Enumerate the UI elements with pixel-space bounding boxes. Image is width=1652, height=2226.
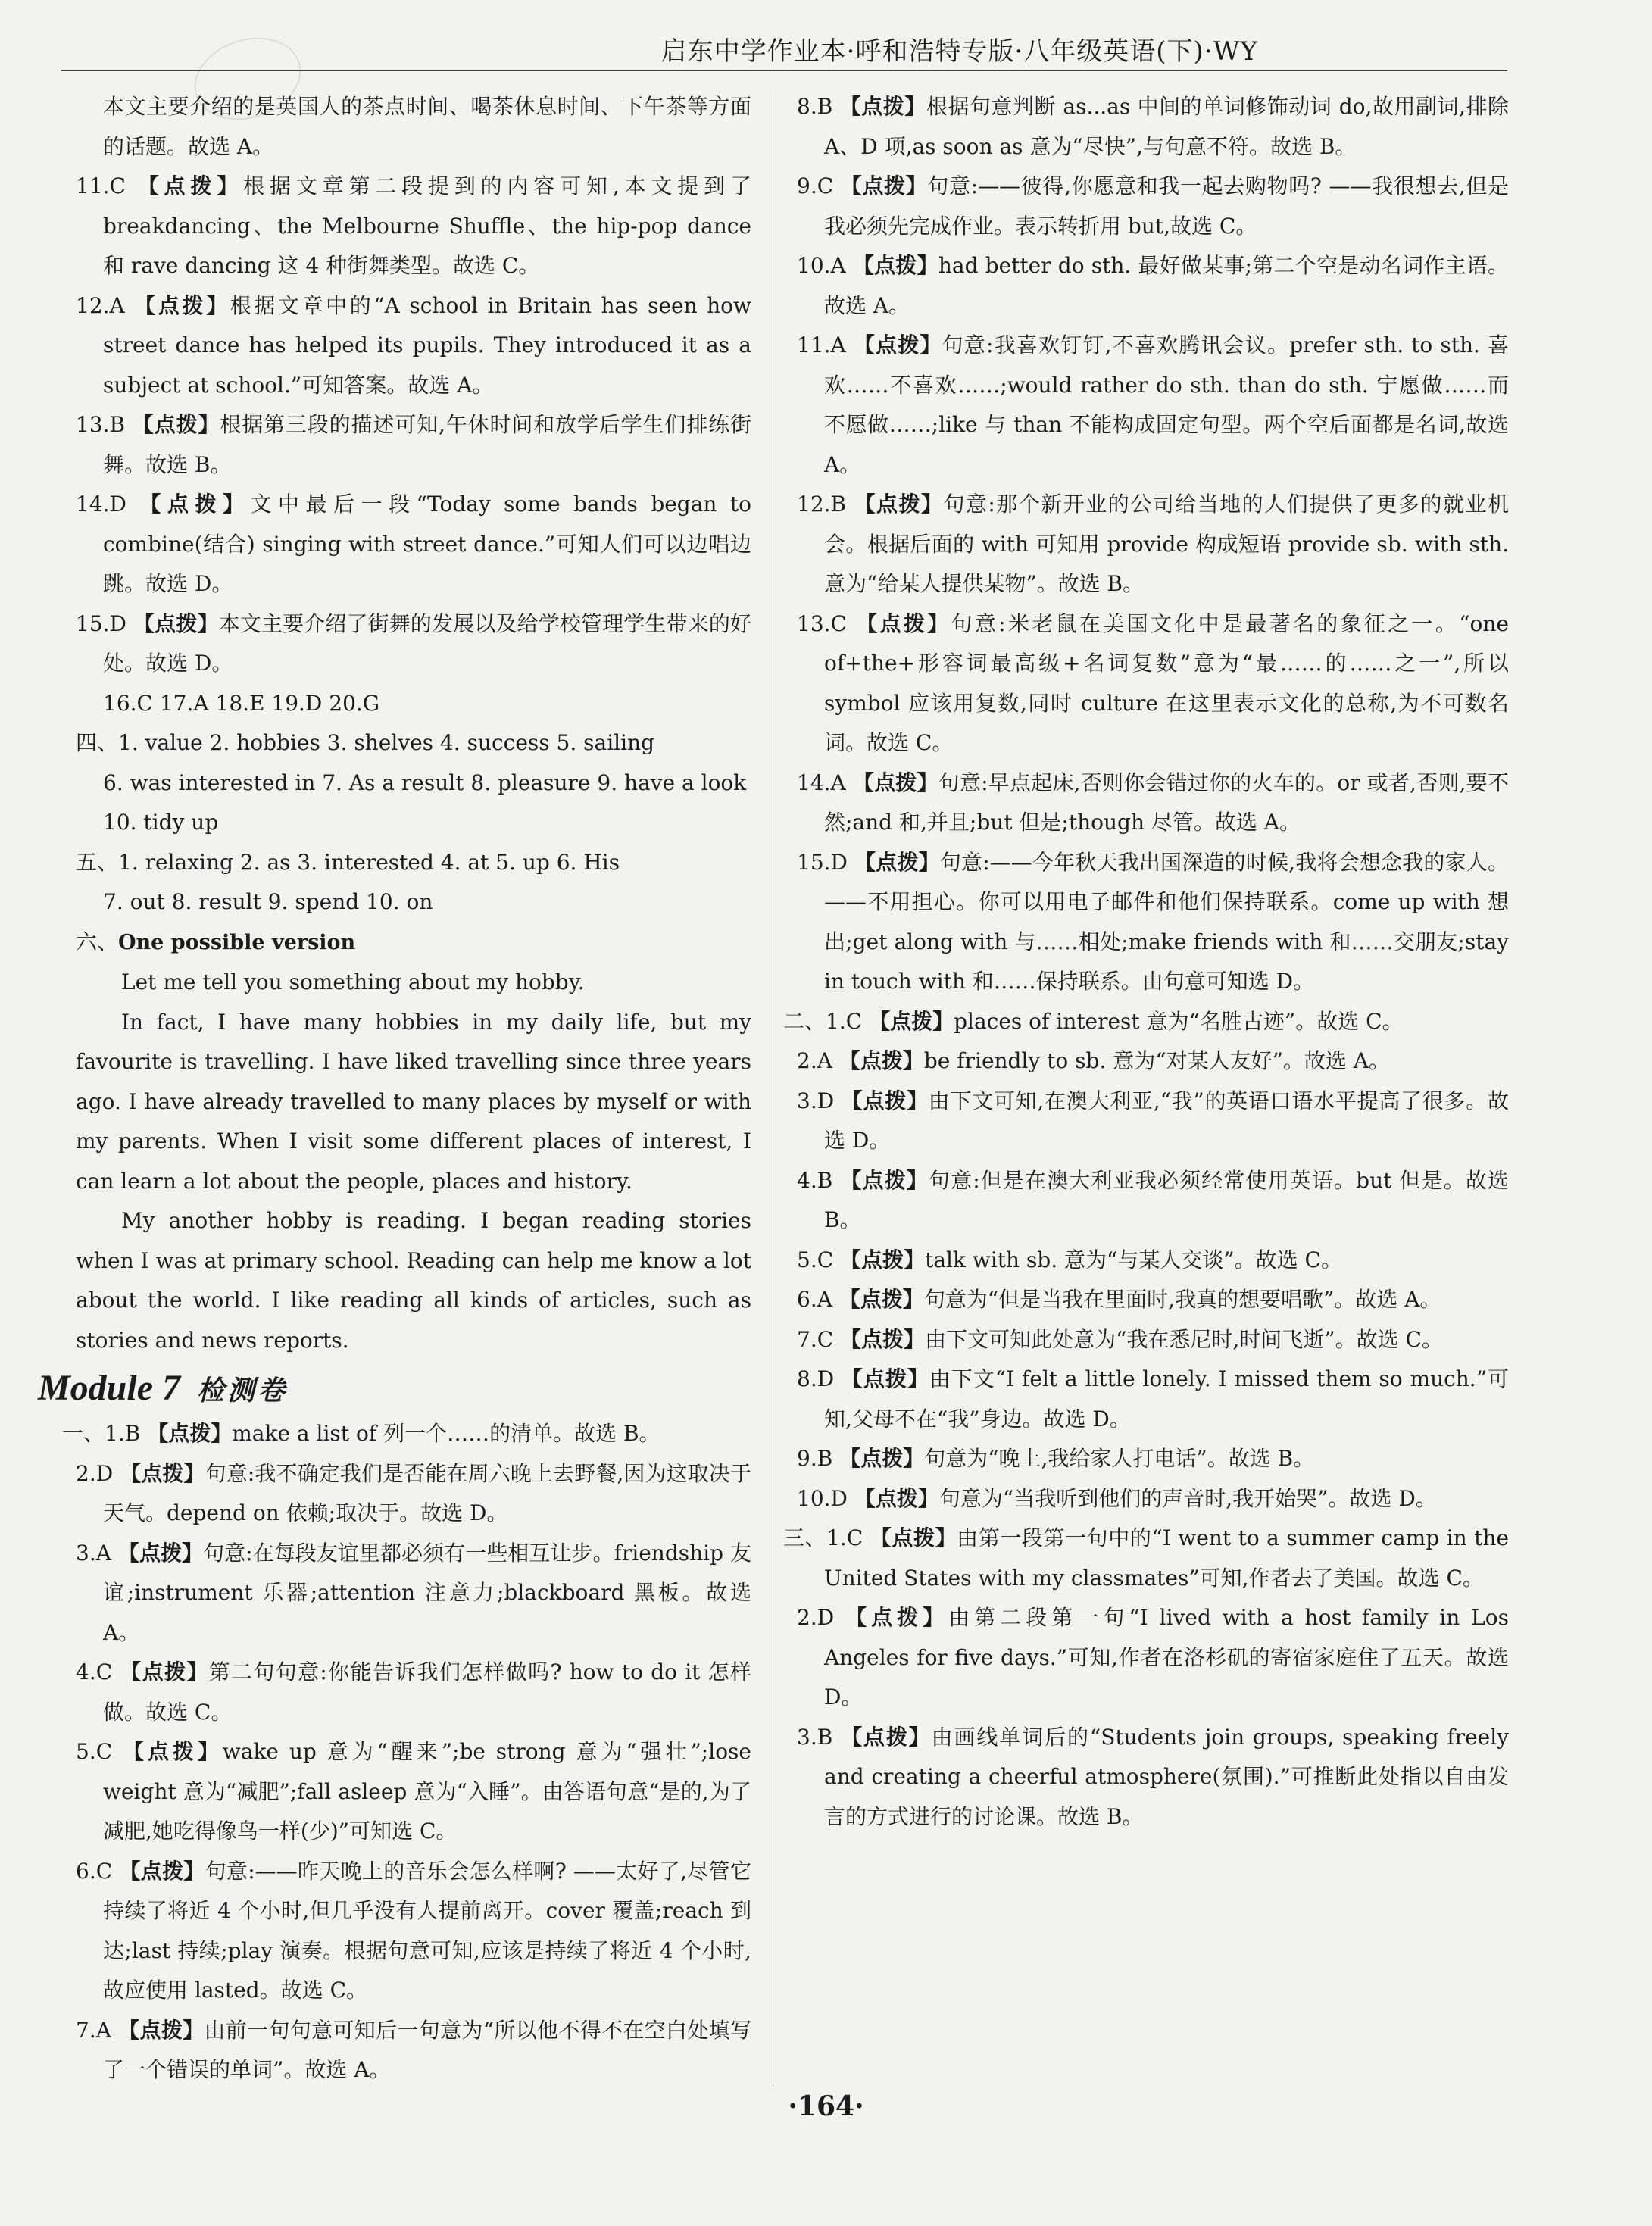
answers-16-20: 16.C 17.A 18.E 19.D 20.G xyxy=(103,690,380,716)
answer-item xyxy=(797,1718,1509,1837)
answer-item xyxy=(797,1082,1509,1161)
answer-number: 13.B xyxy=(76,412,126,437)
answer-number: 1.C xyxy=(826,1525,863,1550)
answer-number: 6.C xyxy=(76,1858,113,1884)
answer-item xyxy=(76,1732,751,1852)
answer-item xyxy=(76,485,751,604)
section-6-label: 六、 xyxy=(76,929,119,954)
answer-item xyxy=(797,1041,1509,1082)
answer-item xyxy=(76,1653,751,1732)
answer-explanation: wake up 意为“醒来”;be strong 意为“强壮”;lose weight 意为“减肥”;fall asleep 意为“入睡”。由答语句意“是的,为了减肥,她吃得像鸟一样(少)”可知选 C。 xyxy=(103,1739,751,1844)
answer-number: 15.D xyxy=(76,610,126,636)
tip-label: 【点拨】 xyxy=(117,1540,204,1566)
page-header: 启东中学作业本·呼和浩特专版·八年级英语(下)·WY xyxy=(660,36,1258,67)
tip-label: 【点拨】 xyxy=(856,610,951,636)
answer-explanation: 句意:早点起床,否则你会错过你的火车的。or 或者,否则,要不然;and 和,并且;but 但是;though 尽管。故选 A。 xyxy=(824,770,1509,835)
section-4-line xyxy=(76,723,751,763)
right-column xyxy=(783,87,1509,1837)
left-column xyxy=(38,87,751,2090)
answer-number: 10.D xyxy=(797,1485,848,1511)
section-label: 一、 xyxy=(62,1421,105,1446)
answer-number: 3.D xyxy=(797,1088,835,1113)
answer-number: 1.C xyxy=(826,1008,863,1034)
section-label: 二、 xyxy=(783,1008,826,1034)
answer-item xyxy=(76,1852,751,2011)
answer-explanation: 由第二段第一句“I lived with a host family in Los Angeles for five days.”可知,作者在洛杉矶的寄宿家庭住了五天。故选 D。 xyxy=(824,1605,1509,1709)
tip-label: 【点拨】 xyxy=(118,2017,205,2043)
tip-label: 【点拨】 xyxy=(139,492,251,517)
section-5-label: 五、 xyxy=(76,849,119,875)
answer-item xyxy=(76,1534,751,1653)
answer-explanation: 句意:在每段友谊里都必须有一些相互让步。friendship 友谊;instrument 乐器;attention 注意力;blackboard 黑板。故选 A。 xyxy=(103,1540,751,1645)
answer-item xyxy=(797,763,1509,843)
answer-item xyxy=(76,405,751,485)
answer-number: 2.A xyxy=(797,1048,832,1073)
section-6-line xyxy=(76,923,751,963)
answer-number: 9.B xyxy=(797,1446,833,1471)
tip-label: 【点拨】 xyxy=(839,1446,925,1471)
section-5-answers-1: 1. relaxing 2. as 3. interested 4. at 5. up 6. His xyxy=(118,849,620,875)
answer-number: 3.A xyxy=(76,1540,111,1566)
module-heading xyxy=(38,1365,751,1414)
answer-item xyxy=(797,246,1509,326)
answer-number: 14.A xyxy=(797,770,846,795)
header-rule xyxy=(61,70,1507,71)
answer-explanation: 句意为“晚上,我给家人打电话”。故选 B。 xyxy=(924,1446,1315,1471)
answer-item xyxy=(76,604,751,684)
answer-item xyxy=(783,1519,1509,1598)
tip-label: 【点拨】 xyxy=(845,1605,949,1630)
tip-label: 【点拨】 xyxy=(852,770,938,795)
answer-explanation: make a list of 列一个……的清单。故选 B。 xyxy=(232,1421,660,1446)
answer-explanation: 句意:米老鼠在美国文化中是最著名的象征之一。“one of+the+形容词最高级+名词复数”意为“最……的……之一”,所以 symbol 应该用复数,同时 culture 在这里表示文化的总称,为不可数名词。故选 C。 xyxy=(824,610,1509,755)
answer-explanation: 根据句意判断 as...as 中间的单词修饰动词 do,故用副词,排除 A、D 项,as soon as 意为“尽快”,与句意不符。故选 B。 xyxy=(824,94,1509,159)
answer-number: 8.B xyxy=(797,94,833,119)
answer-item xyxy=(76,2011,751,2090)
answer-explanation: places of interest 意为“名胜古迹”。故选 C。 xyxy=(954,1008,1404,1034)
tip-label: 【点拨】 xyxy=(869,1008,954,1034)
answer-item xyxy=(797,843,1509,1002)
tip-label: 【点拨】 xyxy=(853,332,942,357)
answer-item xyxy=(797,485,1509,604)
answer-explanation: 由画线单词后的“Students join groups, speaking freely and creating a cheerful atmosphere(氛围).”可推断此处指以自由发言的方式进行的讨论课。故选 B。 xyxy=(824,1724,1509,1829)
tip-label: 【点拨】 xyxy=(841,1724,932,1750)
tip-label: 【点拨】 xyxy=(133,610,219,636)
answer-number: 12.A xyxy=(76,292,125,318)
section-label: 三、 xyxy=(783,1525,827,1550)
tip-label: 【点拨】 xyxy=(839,94,926,119)
essay-paragraph: My another hobby is reading. I began reading stories when I was at primary school. Reading can help me know a lot about the world. I like reading all kinds of articles, such as stories and news reports. xyxy=(76,1208,751,1353)
section-4-label: 四、 xyxy=(76,730,119,755)
answer-explanation: 句意:——今年秋天我出国深造的时候,我将会想念我的家人。——不用担心。你可以用电子邮件和他们保持联系。come up with 想出;get along with 与……相处;make friends with 和……交朋友;stay in touch with 和……保持联系。由句意可知选 D。 xyxy=(824,849,1509,994)
tip-label: 【点拨】 xyxy=(840,1247,926,1272)
answer-list-module7 xyxy=(62,1414,751,2090)
answer-number: 2.D xyxy=(76,1460,114,1486)
answer-list-reading xyxy=(76,167,751,684)
answer-number: 7.C xyxy=(797,1326,834,1352)
tip-label: 【点拨】 xyxy=(842,1366,929,1391)
answer-explanation: 由第一段第一句中的“I went to a summer camp in the United States with my classmates”可知,作者去了美国。故选 C。 xyxy=(824,1525,1509,1591)
tip-label: 【点拨】 xyxy=(840,173,928,198)
answer-explanation: 由下文“I felt a little lonely. I missed them so much.”可知,父母不在“我”身边。故选 D。 xyxy=(824,1366,1509,1431)
section-5-line xyxy=(76,843,751,883)
answer-explanation: 由下文可知此处意为“我在悉尼时,时间飞逝”。故选 C。 xyxy=(925,1326,1443,1352)
answer-explanation: be friendly to sb. 意为“对某人友好”。故选 A。 xyxy=(923,1048,1391,1073)
answer-explanation: talk with sb. 意为“与某人交谈”。故选 C。 xyxy=(925,1247,1342,1272)
answer-number: 5.C xyxy=(797,1247,834,1272)
section-4-answers-3: 10. tidy up xyxy=(103,810,219,835)
answer-explanation: 句意:——彼得,你愿意和我一起去购物吗? ——我很想去,但是我必须先完成作业。表示转折用 but,故选 C。 xyxy=(824,173,1509,239)
tip-label: 【点拨】 xyxy=(854,1485,939,1511)
sample-essay-heading: One possible version xyxy=(118,930,356,954)
answer-explanation: 句意:——昨天晚上的音乐会怎么样啊? ——太好了,尽管它持续了将近 4 个小时,但几乎没有人提前离开。cover 覆盖;reach 到达;last 持续;play 演奏。根据句意可知,应该是持续了将近 4 个小时,故应使用 lasted。故选 C。 xyxy=(103,1858,751,2003)
tip-label: 【点拨】 xyxy=(132,412,220,437)
answer-item xyxy=(783,1002,1509,1042)
tip-label: 【点拨】 xyxy=(147,1421,233,1446)
answer-number: 2.D xyxy=(797,1605,835,1630)
tip-label: 【点拨】 xyxy=(838,1048,924,1073)
section-4-answers-1: 1. value 2. hobbies 3. shelves 4. success 5. sailing xyxy=(118,730,655,755)
answer-explanation: 根据文章第二段提到的内容可知,本文提到了 breakdancing、the Melbourne Shuffle、the hip-pop dance 和 rave dancing 这 4 种街舞类型。故选 C。 xyxy=(103,173,751,278)
answer-list-continued xyxy=(797,87,1509,1002)
answer-number: 15.D xyxy=(797,849,848,875)
answer-item xyxy=(797,326,1509,485)
answer-number: 4.C xyxy=(76,1659,113,1684)
answer-item xyxy=(76,286,751,406)
answer-item xyxy=(76,167,751,286)
section-5-answers-2: 7. out 8. result 9. spend 10. on xyxy=(103,889,433,914)
essay-paragraph: Let me tell you something about my hobby. xyxy=(121,969,585,994)
answer-number: 5.C xyxy=(76,1739,113,1764)
answer-item xyxy=(76,1454,751,1534)
tip-label: 【点拨】 xyxy=(119,1858,205,1884)
answer-item xyxy=(797,1479,1509,1519)
answer-explanation: 句意:但是在澳大利亚我必须经常使用英语。but 但是。故选 B。 xyxy=(824,1167,1509,1232)
answer-item xyxy=(797,1161,1509,1241)
tip-label: 【点拨】 xyxy=(120,1460,205,1486)
tip-label: 【点拨】 xyxy=(120,1659,209,1684)
answer-item xyxy=(797,1598,1509,1718)
answer-number: 11.A xyxy=(797,332,846,357)
module-title: Module 7 xyxy=(38,1368,181,1408)
answer-explanation: 根据第三段的描述可知,午休时间和放学后学生们排练街舞。故选 B。 xyxy=(103,412,751,477)
answer-explanation: 本文主要介绍了街舞的发展以及给学校管理学生带来的好处。故选 D。 xyxy=(103,610,751,676)
answer-explanation: 第二句句意:你能告诉我们怎样做吗? how to do it 怎样做。故选 C。 xyxy=(103,1659,751,1725)
answer-item xyxy=(797,1439,1509,1479)
tip-label: 【点拨】 xyxy=(854,492,944,517)
answer-number: 7.A xyxy=(76,2017,111,2043)
answer-item xyxy=(797,1241,1509,1281)
module-subtitle: 检测卷 xyxy=(197,1375,289,1406)
answer-explanation: had better do sth. 最好做某事;第二个空是动名词作主语。故选 A。 xyxy=(824,253,1509,318)
section-4-answers-2: 6. was interested in 7. As a result 8. pleasure 9. have a look xyxy=(103,770,747,795)
answer-explanation: 句意为“但是当我在里面时,我真的想要唱歌”。故选 A。 xyxy=(923,1287,1441,1312)
answer-item xyxy=(797,87,1509,167)
answer-explanation: 由前一句句意可知后一句意为“所以他不得不在空白处填写了一个错误的单词”。故选 A。 xyxy=(103,2017,751,2082)
tip-label: 【点拨】 xyxy=(841,1088,929,1113)
page-number: ·164· xyxy=(788,2090,864,2122)
answer-item xyxy=(797,1320,1509,1360)
tip-label: 【点拨】 xyxy=(852,253,938,278)
answer-number: 8.D xyxy=(797,1366,835,1391)
tip-label: 【点拨】 xyxy=(854,849,940,875)
tip-label: 【点拨】 xyxy=(840,1326,926,1352)
answer-explanation: 由下文可知,在澳大利亚,“我”的英语口语水平提高了很多。故选 D。 xyxy=(824,1088,1509,1153)
answer-number: 3.B xyxy=(797,1724,833,1750)
essay-paragraph: In fact, I have many hobbies in my daily life, but my favourite is travelling. I have liked travelling since three years ago. I have already travelled to many places by myself or with my parents. When I visit some different places of interest, I can learn a lot about the people, places and history. xyxy=(76,1009,751,1194)
tip-label: 【点拨】 xyxy=(123,1739,223,1764)
answer-item xyxy=(797,1280,1509,1320)
tip-label: 【点拨】 xyxy=(134,292,230,318)
answer-number: 11.C xyxy=(76,173,126,198)
answer-number: 12.B xyxy=(797,492,847,517)
answer-number: 4.B xyxy=(797,1167,833,1193)
answer-explanation: 句意:那个新开业的公司给当地的人们提供了更多的就业机会。根据后面的 with 可知用 provide 构成短语 provide sb. with sth. 意为“给某人提供某物”。故选 B。 xyxy=(824,492,1509,596)
answer-number: 6.A xyxy=(797,1287,832,1312)
answer-item xyxy=(797,1360,1509,1439)
answer-list-section-2 xyxy=(783,1002,1509,1519)
answer-item xyxy=(797,167,1509,246)
answer-number: 10.A xyxy=(797,253,846,278)
answer-explanation: 句意:我不确定我们是否能在周六晚上去野餐,因为这取决于天气。depend on 依赖;取决于。故选 D。 xyxy=(103,1460,751,1525)
answer-number: 14.D xyxy=(76,492,126,517)
answer-number: 9.C xyxy=(797,173,834,198)
tip-label: 【点拨】 xyxy=(870,1525,957,1550)
answer-explanation: 文中最后一段“Today some bands began to combine(结合) singing with street dance.”可知人们可以边唱边跳。故选 D。 xyxy=(103,492,751,596)
tip-label: 【点拨】 xyxy=(840,1167,929,1193)
answer-item xyxy=(797,604,1509,763)
intro-text: 本文主要介绍的是英国人的茶点时间、喝茶休息时间、下午茶等方面的话题。故选 A。 xyxy=(103,94,751,159)
tip-label: 【点拨】 xyxy=(838,1287,924,1312)
answer-explanation: 根据文章中的“A school in Britain has seen how street dance has helped its pupils. They introduced it as a subject at school.”可知答案。故选 A。 xyxy=(103,292,751,398)
answer-explanation: 句意为“当我听到他们的声音时,我开始哭”。故选 D。 xyxy=(938,1485,1437,1511)
answer-number: 1.B xyxy=(105,1421,141,1446)
answer-explanation: 句意:我喜欢钉钉,不喜欢腾讯会议。prefer sth. to sth. 喜欢……不喜欢……;would rather do sth. than do sth. 宁愿做……而不愿做……;like 与 than 不能构成固定句型。两个空后面都是名词,故选 A。 xyxy=(824,332,1509,477)
answer-number: 13.C xyxy=(797,610,847,636)
answer-item xyxy=(62,1414,751,1454)
answer-list-section-3 xyxy=(783,1519,1509,1837)
tip-label: 【点拨】 xyxy=(137,173,244,198)
